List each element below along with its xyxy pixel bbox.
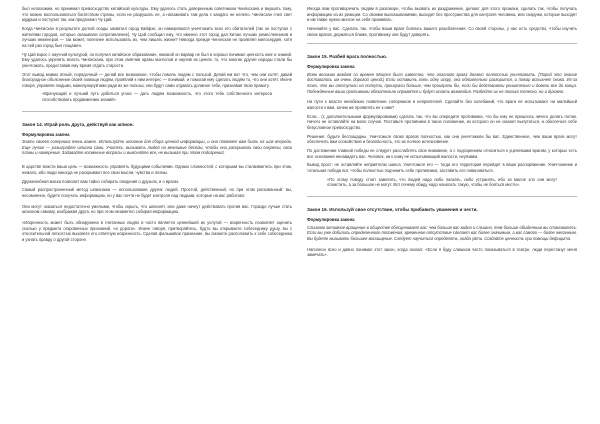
right-column <box>307 6 577 261</box>
paragraph: Они могут оказаться недостаточно умелыми, чтобы скрыть, что шпионят, или даже начнут действовать против вас. Гораздо лучше стать шпионом самому, изображая друга, но при этом незаметно собирая информацию. <box>22 203 292 215</box>
law-statement: Слишком активное вращение в обществе обесценивает вас: чем больше вас видно и слышно, тем больше обыденным вы становитесь. Если вы уже добились определенного положения, временное отсутствие сделает вас более значимым, а вас самого — более желанным. Вы будете вызывать большее восхищение. Следует научиться определять, когда уйти. Создайте ценность при помощи дефицита. <box>307 224 577 241</box>
paragraph: Решение: будьте беспощадны. Уничтожьте своих врагов полностью, как они уничтожили бы вас. Единственное, чем ваши враги могут обеспечить вам спокойствие и безопасность, это их полное исчезновение. <box>307 133 577 145</box>
left-column <box>22 6 292 246</box>
law-statement: Всем великим вождям со времен Моисея было известно, что опасного врага должно полностью уничтожить. (Порой это знание доставалось им очень дорогой ценой.) Если оставить хоть одну искру, она обязательно разгорится, и пожар вспыхнет снова. Из-за того, что вы отступили на полпути, проиграли больше, чем проиграли бы, если бы действовали решительно и довели все до конца. Побежденные ваши противники обязательно оправятся и будут искать возмездия. Разбейте их не только телесно, но и духовно. <box>307 71 577 94</box>
section-subtitle: Формулировка закона <box>22 131 70 137</box>
block-quote: «По этому поводу стоит заметить, что людей надо либо ласкать, либо устранять, ибо за малое зло они могут отомстить, а за большое не могут. Вот почему обиду надо наносить такую, чтобы не бояться мести». <box>327 176 557 188</box>
section-subtitle: Формулировка закона <box>307 216 355 222</box>
block-quote: «Врачующий и лучший путь добиться угона — дать людям возможность, что этого тебе собственного интереса способствовать продвижению знаний». <box>42 91 272 103</box>
paragraph: Если... (с дополнительными формулировками) сделать так, что вы опередите противника, что бы ему не пришлось ничего делать потом. Ничего не оставляйте на волю случая. Поставьте противника в такое положение, из которого он не сможет выпутаться, и обеспечьте себе безусловное превосходство. <box>307 113 577 130</box>
section-divider <box>22 111 292 112</box>
section-title-law-16: Закон 16. Используй свое отсутствие, чтобы прибавить уважения и чести. <box>307 206 478 212</box>
section-divider <box>307 43 577 44</box>
paragraph: По достижении главной победы не следует расслаблять свое внимание, а с подозрением относиться к уцелевшим врагам, у которых есть все основания ненавидеть вас. Человек, ни к кому не испытывающий жалости, неуязвим. <box>307 148 577 159</box>
section-divider <box>307 196 577 197</box>
paragraph: «Искренность может быть обнаружена в считанных людях и часто является ценнейшей их услугой — искренность позволяет оценить сколько у предмета откровенных признаний, «и дорога». Иначе говоря, притворяйтесь, будто вы открываете собеседнику душу, вы с относительной легкостью вызовете его ответную искренность. Сделав фальшивое признание, вы сможете расположить к себе собеседника и узнать правду о другой стороне. <box>22 220 292 242</box>
paragraph: был непохожим, но принимал превосходство китайской культуры. Ему удалось стать доверенным советником Чингисхана и внушить тому, что можно воспользоваться богатством страны, если не разрушать ее, а налаживать там дела с кандаго не нелепо. Чингисхан счел свет мудрым и поступил так, как предложил Чу Цай. <box>22 6 292 23</box>
paragraph: На пути к власти неизбежно появление соперников и неприятелей. Сделайте без колебаний, что враги не испытывают ни малейшей жалости к вам, зачем же проявлять ее к ним? <box>307 99 577 110</box>
paragraph: Когда Чингисхан в результате долгой осады захватил город Кайфэн, он намеревался уничтожить всех его обитателей (так он поступал с жителями городов, которые оказывали сопротивление). Чу Цай сообщил ему, что именно этот город дал Китаю лучших ремесленников и лучших инженеров — так может, полезнее использовать их, чем лишать жизни? Никогда прежде Чингисхан не проявлял милосердия, хотя на сей раз город был пощажен. <box>22 25 292 48</box>
paragraph: Начинайте у вас. Сделать так, чтобы ваши враги боялись вашего разоблачения. Со своей стороны, у нас есть средство, чтобы изучить своих врагов, держаться ближе, противнику они будут доверять. <box>307 25 577 37</box>
paragraph: Чу Цай взрос с научной культурой, он получил китайское образование, никакой он варвар не был и хорошо понимал ценность книг и знаний. Ему удалось укрепить власть Чингисхана, при этом смягчив нравы монголов и научив их ценить то, что многие другие народы стали бы уничтожать, предоставив ему время отдать старости. <box>22 51 292 68</box>
section-subtitle: Формулировка закона <box>307 64 355 70</box>
paragraph: Вывод прост: не оставляйте неприятелю шанса. Уничтожьте его — тогда его территория перейдет в ваше распоряжение. Уничтожение и тотальная победа вот, чтобы полностью подчинить себе противника, заставить его повиноваться. <box>307 162 577 173</box>
paragraph: Дружелюбная маска позволит вам тайно собирать сведения о друзьях, и о врагах. <box>22 178 180 184</box>
paragraph: Наполеон ясно и давно понимал этот закон, когда сказал: «Если я буду слишком часто показываться в театре, люди перестанут меня замечать». <box>307 246 577 258</box>
paragraph: Самый распространенный метод шпионажа — использование других людей. Простой, действенный, но при этом рискованный: вы, несомненно, будете получать информацию, но у вас почти не будет контроля над людьми, которые на вас работают. <box>22 187 292 198</box>
paragraph: В царстве власти ваша цель — возможность управлять будущими событиями. Однако сложностей, с которыми вы сталкиваетесь при этом, немало, ибо люди никогда не раскрывают все свои мысли, чувства и планы. <box>22 164 292 175</box>
section-title-law-15: Закон 15. Разбей врага полностью. <box>307 54 388 60</box>
section-title-law-14: Закон 14. Играй роль друга, действуй как шпион. <box>22 121 134 127</box>
paragraph: Этот вывод мнимо ясный, порядочный — делай все возможное, чтобы помочь людям с пользой. Делай им вот что, чем они хотят; давай благородное объяснение своей помощи людям, проявляй к ним интерес — понимай, и помогай ему сделать людям то, что они хотят. Иначе говоря, управляя людьми, манипулируй ими ради их же пользы; они будут сами отдавать должное тебе, признавая твою правоту. <box>22 71 292 88</box>
paragraph: Иногда вам противоречить людям в разговоре, чтобы вызвать их раздражение, делают для этого промахи, сделать так, чтобы получать информацию из их реакции. Со своими высказываниями, выходит без пространства для контроля человека, или снаружи, которые выходят и им также нужно многое на себя проживать. <box>307 6 577 23</box>
law-statement: Знать своего соперника очень важно. Используйте шпионов для сбора ценной информации, и она поможет вам быть на шаг впереди. Еще лучше — разыграйте шпиона сами. Учитесь, вызывать людей на вежливые беседы, чтобы они раскрывали свои секреты, свои планы и намерения. Задавайте косвенные вопросы и выясняйте все, не вызывая при этом подозрений. <box>22 139 292 156</box>
